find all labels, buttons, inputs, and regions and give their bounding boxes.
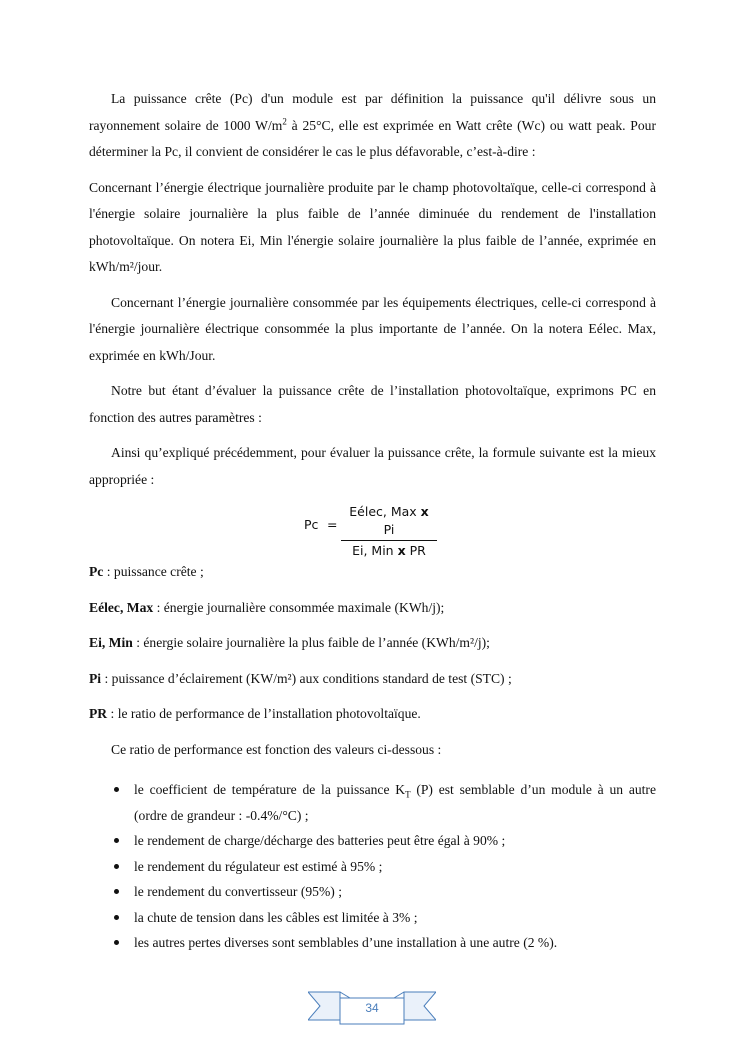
- document-body: [89, 86, 656, 956]
- formula-lhs: Pc: [304, 517, 319, 532]
- paragraph-goal: Notre but étant d’évaluer la puissance crête de l’installation photovoltaïque, exprimons PC en fonction des autres paramètres :: [89, 383, 656, 425]
- list-item: le rendement de charge/décharge des batteries peut être égal à 90% ;: [89, 828, 656, 854]
- list-item: le coefficient de température de la puissance $K_T$ (P) est semblable d’un module à un autre (ordre de grandeur : -0.4%/°C) ;: [89, 777, 656, 828]
- definition-item: Pi : puissance d’éclairement (KW/m²) aux conditions standard de test (STC) ;: [89, 670, 512, 686]
- paragraph-formula-intro: Ainsi qu’expliqué précédemment, pour évaluer la puissance crête, la formule suivante est la mieux appropriée :: [89, 445, 656, 487]
- page-footer: [308, 990, 436, 1026]
- list-item: le rendement du régulateur est estimé à 95% ;: [89, 854, 656, 880]
- definition-item: PR : le ratio de performance de l’installation photovoltaïque.: [89, 706, 421, 721]
- paragraph-daily-energy-produced: Concernant l’énergie électrique journalière produite par le champ photovoltaïque, celle-ci correspond à l'énergie solaire journalière la plus faible de l’année diminuée du rendement de l'installation photovoltaïque. On notera Ei, Min l'énergie solaire journalière la plus faible de l’année, exprimée en kWh/m²/jour.: [89, 179, 656, 274]
- formula-denominator: Ei, Min x PR: [352, 543, 426, 558]
- peak-power-formula: [89, 503, 656, 558]
- formula-equals: =: [327, 517, 338, 532]
- formula-numerator: Eélec, Max x Pi: [341, 503, 437, 541]
- paragraph-peak-power-definition: La puissance crête (Pc) d'un module est par définition la puissance qu'il délivre sous un rayonnement solaire de 1000 $W/m^2$ à 25°C, elle est exprimée en Watt crête (Wc) ou watt peak. Pour déterminer la Pc, il convient de considérer le cas le plus défavorable, c’est-à-dire :: [89, 91, 656, 159]
- page-number: 34: [365, 1001, 379, 1015]
- definition-item: Eélec, Max : énergie journalière consommée maximale (KWh/j);: [89, 599, 445, 615]
- performance-factors-list: [89, 777, 656, 956]
- list-item: la chute de tension dans les câbles est limitée à 3% ;: [89, 905, 656, 931]
- list-item: les autres pertes diverses sont semblables d’une installation à une autre (2 %).: [89, 930, 656, 956]
- definition-item: Pc : puissance crête ;: [89, 564, 204, 579]
- list-item: le rendement du convertisseur (95%) ;: [89, 879, 656, 905]
- formula-fraction: [341, 503, 437, 560]
- paragraph-daily-energy-consumed: Concernant l’énergie journalière consommée par les équipements électriques, celle-ci correspond à l'énergie journalière électrique consommée la plus importante de l’année. On la notera Eélec. Max, exprimée en kWh/Jour.: [89, 294, 656, 363]
- definition-item: Ei, Min : énergie solaire journalière la plus faible de l’année (KWh/m²/j);: [89, 635, 490, 650]
- definitions-list: [89, 559, 656, 728]
- ratio-intro: Ce ratio de performance est fonction des valeurs ci-dessous :: [111, 741, 442, 757]
